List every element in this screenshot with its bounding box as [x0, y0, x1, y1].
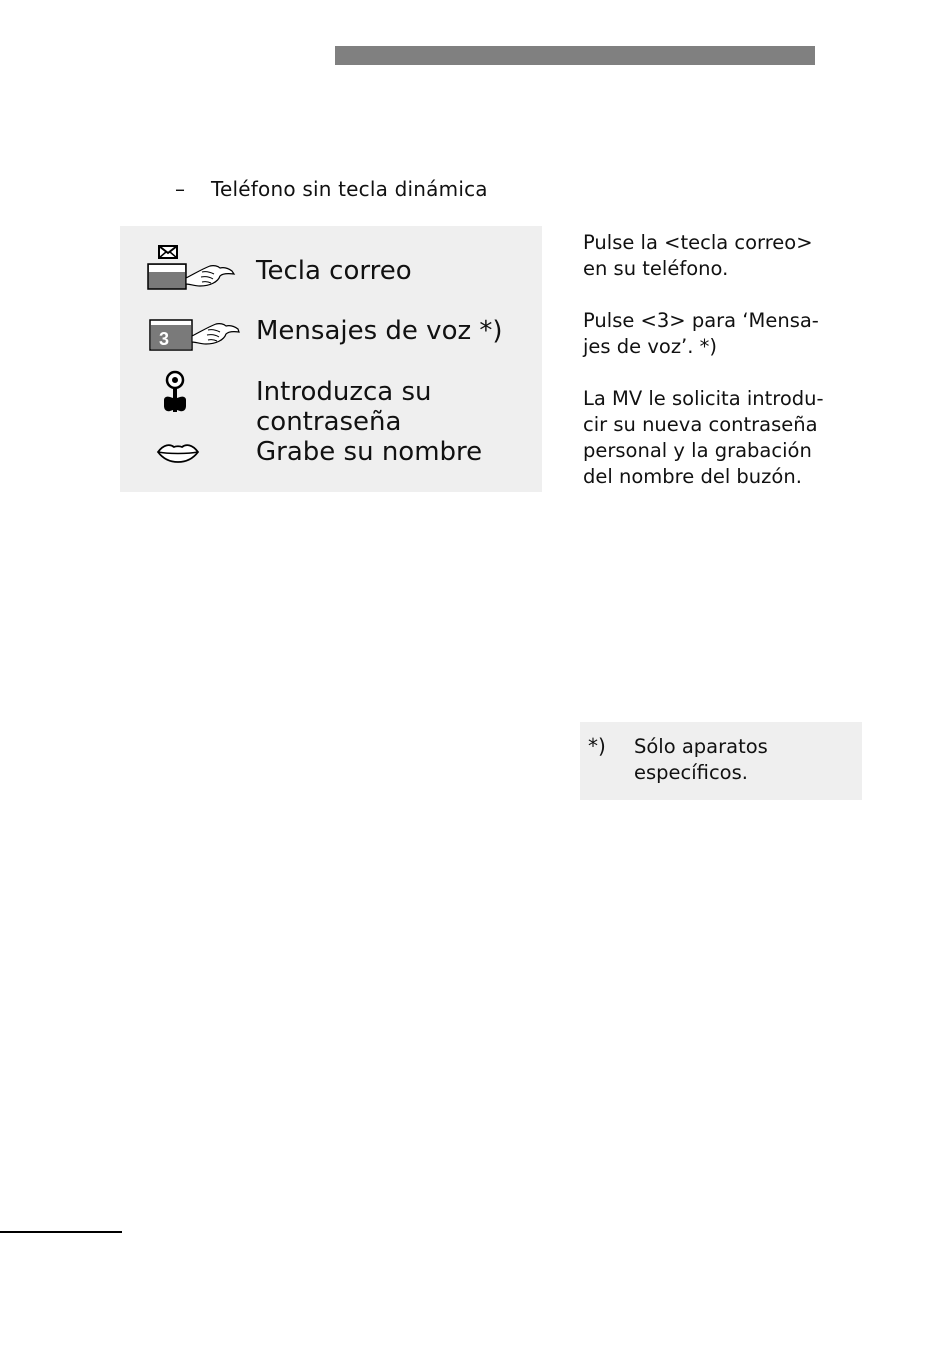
subtitle-dash: – [175, 177, 186, 201]
footnote-box [580, 722, 862, 800]
step-password-label [256, 377, 432, 437]
description-line: personal y la grabación [583, 439, 812, 462]
footnote-line: específicos. [634, 761, 748, 784]
footnote-line: Sólo aparatos [634, 735, 768, 758]
step-password-line1: Introduzca su [256, 377, 432, 407]
step-record-name-label: Grabe su nombre [256, 437, 483, 467]
step-mail-key-label: Tecla correo [256, 256, 412, 286]
description-mail-key [583, 230, 831, 282]
description-line: La MV le solicita introdu- [583, 387, 824, 410]
key-3-digit: 3 [159, 329, 170, 349]
key-lock-icon [160, 370, 190, 416]
description-line: Pulse <3> para ‘Mensa- [583, 309, 819, 332]
footer-rule [0, 1231, 122, 1233]
description-line: en su teléfono. [583, 257, 729, 280]
key-3-press-icon [148, 314, 240, 354]
description-voice-messages [583, 308, 831, 360]
description-line: cir su nueva contraseña [583, 413, 818, 436]
footnote-text [634, 734, 768, 786]
step-voice-messages-label: Mensajes de voz *) [256, 316, 503, 346]
lips-speak-icon [156, 440, 200, 464]
step-password-line2: contraseña [256, 407, 402, 437]
steps-panel [120, 226, 542, 492]
section-subtitle [175, 177, 488, 201]
description-line: del nombre del buzón. [583, 465, 802, 488]
mail-key-press-icon [146, 244, 236, 294]
description-line: Pulse la <tecla correo> [583, 231, 813, 254]
description-password-name [583, 386, 831, 490]
header-bar [335, 46, 815, 65]
subtitle-text: Teléfono sin tecla dinámica [211, 177, 488, 201]
description-line: jes de voz’. *) [583, 335, 718, 358]
footnote-mark: *) [588, 734, 606, 758]
